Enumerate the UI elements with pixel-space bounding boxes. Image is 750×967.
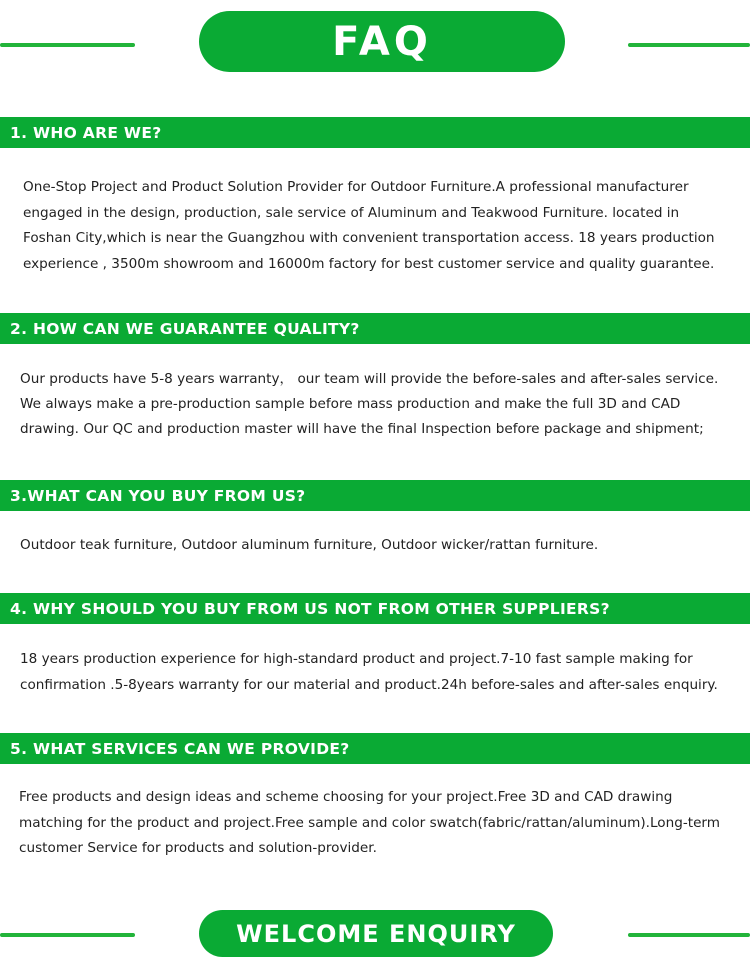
answer-line: Free products and design ideas and scheme choosing for your project.Free 3D and CAD drawing [19, 789, 673, 805]
answer-line: Our products have 5-8 years warranty， our team will provide the before-sales and after-sales service. [20, 371, 719, 387]
answer-line: Foshan City,which is near the Guangzhou with convenient transportation access. 18 years production [23, 230, 715, 247]
answer-line: confirmation .5-8years warranty for our material and product.24h before-sales and after-sales enquiry. [20, 677, 718, 693]
faq-answer-3 [20, 533, 598, 558]
answer-line: experience , 3500m showroom and 16000m factory for best customer service and quality guarantee. [23, 256, 715, 273]
faq-answer-1 [23, 175, 715, 278]
faq-question-2: 2. HOW CAN WE GUARANTEE QUALITY? [0, 313, 750, 344]
answer-line: matching for the product and project.Free sample and color swatch(fabric/rattan/aluminum).Long-term [19, 814, 721, 831]
left-decor-line-top [0, 43, 135, 47]
answer-line: engaged in the design, production, sale service of Aluminum and Teakwood Furniture. located in [23, 204, 680, 221]
right-decor-line-top [628, 43, 750, 47]
faq-question-1: 1. WHO ARE WE? [0, 117, 750, 148]
faq-question-3: 3.WHAT CAN YOU BUY FROM US? [0, 480, 750, 511]
answer-line: We always make a pre-production sample before mass production and make the full 3D and CAD [20, 396, 681, 412]
answer-line: customer Service for products and solution-provider. [19, 840, 377, 856]
faq-answer-4 [20, 646, 718, 698]
faq-answer-2 [20, 367, 718, 442]
faq-question-5: 5. WHAT SERVICES CAN WE PROVIDE? [0, 733, 750, 764]
answer-line: One-Stop Project and Product Solution Provider for Outdoor Furniture.A professional manufacturer [23, 179, 689, 195]
page-title: FAQ [199, 11, 565, 72]
answer-line: 18 years production experience for high-standard product and project.7-10 fast sample making for [20, 651, 693, 667]
answer-line: drawing. Our QC and production master will have the final Inspection before package and shipment; [20, 421, 704, 437]
left-decor-line-bottom [0, 933, 135, 937]
faq-answer-5 [19, 785, 720, 862]
answer-line: Outdoor teak furniture, Outdoor aluminum furniture, Outdoor wicker/rattan furniture. [20, 537, 599, 553]
welcome-enquiry-button[interactable]: WELCOME ENQUIRY [199, 910, 553, 957]
right-decor-line-bottom [628, 933, 750, 937]
faq-question-4: 4. WHY SHOULD YOU BUY FROM US NOT FROM OTHER SUPPLIERS? [0, 593, 750, 624]
